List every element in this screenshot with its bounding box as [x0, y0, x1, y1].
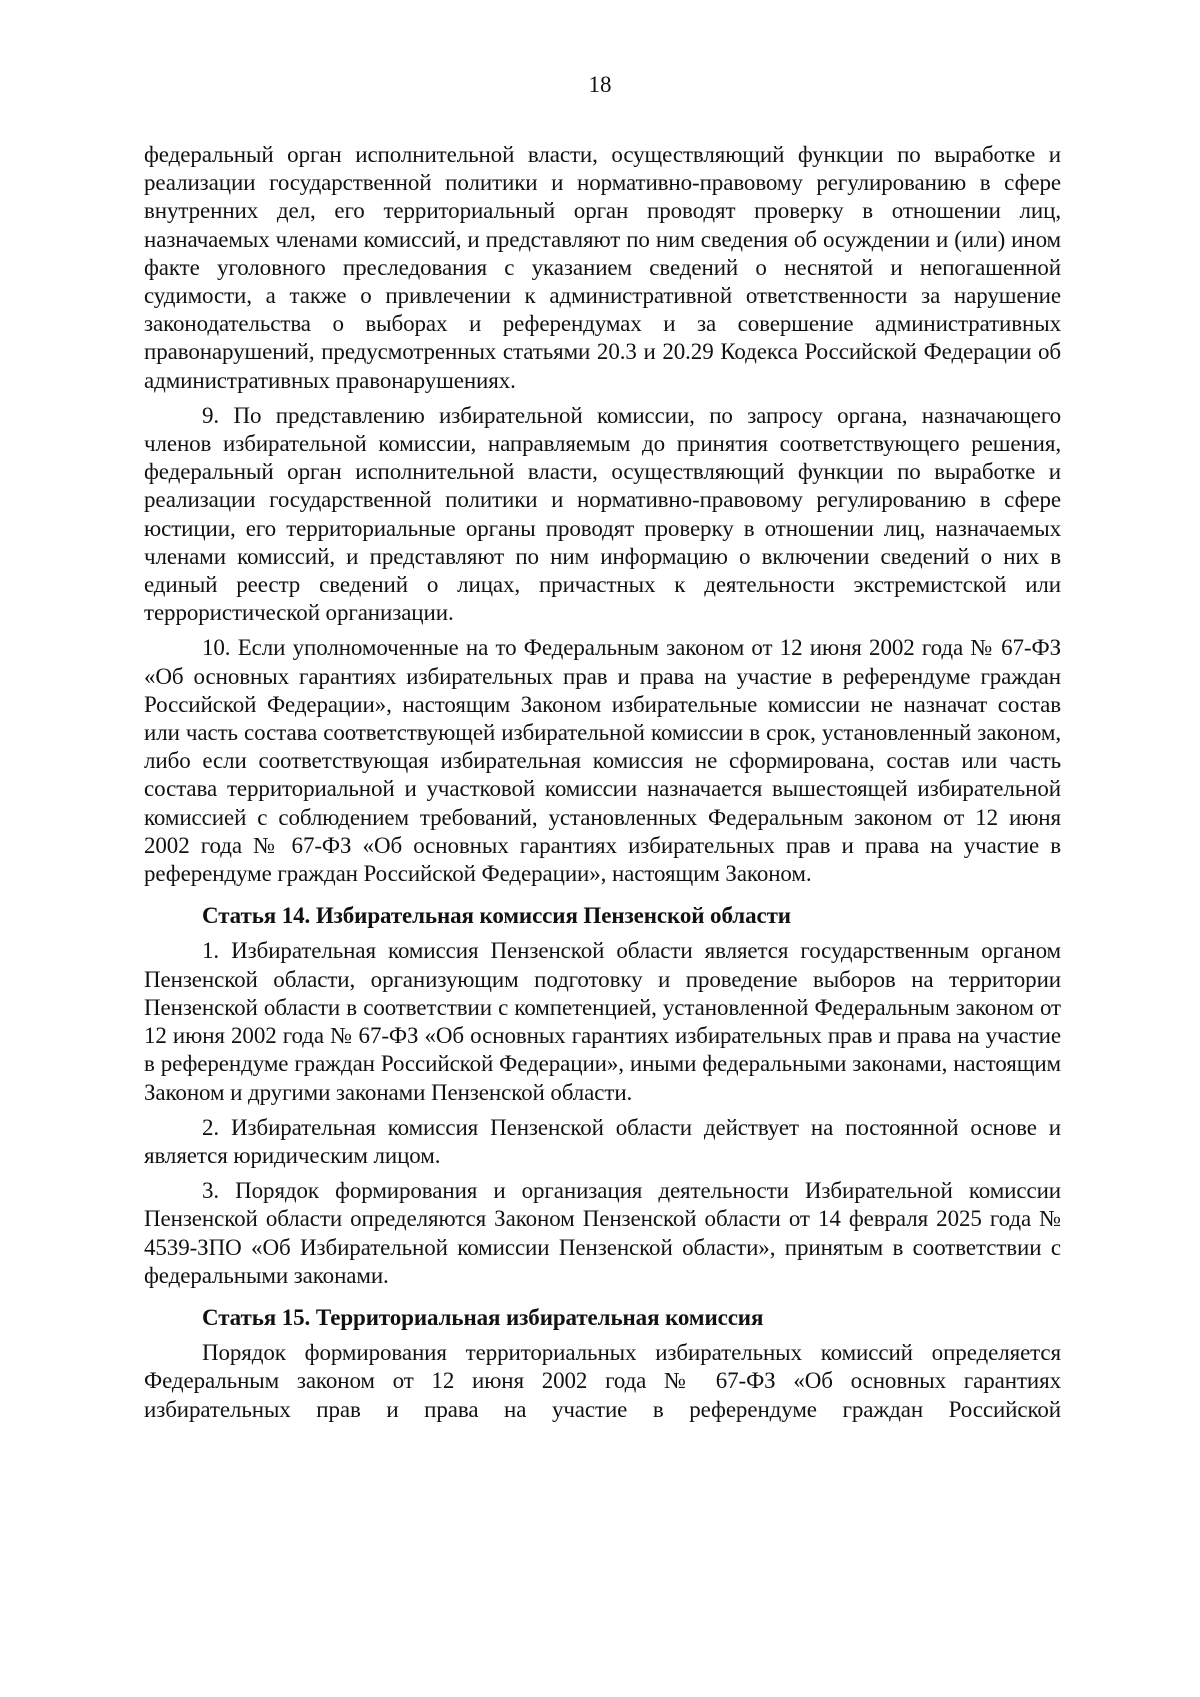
- item-9-paragraph: 9. По представлению избирательной комиссии, по запросу органа, назначающего членов избирательной комиссии, направляемым до принятия соответствующего решения, федеральный орган исполнительной власти, осуществляющий функции по выработке и реализации государственной политики и нормативно-правовому регулированию в сфере юстиции, его территориальные органы проводят проверку в отношении лиц, назначаемых членами комиссий, и представляют по ним информацию о включении сведений о них в единый реестр сведений о лицах, причастных к деятельности экстремистской или террористической организации.: [144, 402, 1061, 626]
- article-14-heading: Статья 14. Избирательная комиссия Пензенской области: [202, 903, 791, 929]
- article-15-paragraph-1: Порядок формирования территориальных избирательных комиссий определяется Федеральным законом от 12 июня 2002 года № 67-ФЗ «Об основных гарантиях избирательных прав и права на участие в референдуме граждан Российской: [144, 1340, 1061, 1422]
- item-10-paragraph: 10. Если уполномоченные на то Федеральным законом от 12 июня 2002 года № 67-ФЗ «Об основных гарантиях избирательных прав и права на участие в референдуме граждан Российской Федерации», настоящим Законом избирательные комиссии не назначат состав или часть состава соответствующей избирательной комиссии в срок, установленный законом, либо если соответствующая избирательная комиссия не сформирована, состав или часть состава территориальной и участковой комиссии назначается вышестоящей избирательной комиссией с соблюдением требований, установленных Федеральным законом от 12 июня 2002 года № 67-ФЗ «Об основных гарантиях избирательных прав и права на участие в референдуме граждан Российской Федерации», настоящим Законом.: [144, 635, 1061, 887]
- page-number: 18: [588, 72, 612, 97]
- article-14-paragraph-3: 3. Порядок формирования и организация деятельности Избирательной комиссии Пензенской области определяются Законом Пензенской области от 14 февраля 2025 года № 4539-ЗПО «Об Избирательной комиссии Пензенской области», принятым в соответствии с федеральными законами.: [144, 1178, 1061, 1288]
- page-body: [144, 141, 1061, 1424]
- article-14-paragraph-2: 2. Избирательная комиссия Пензенской области действует на постоянной основе и является юридическим лицом.: [144, 1114, 1061, 1168]
- continued-paragraph: федеральный орган исполнительной власти, осуществляющий функции по выработке и реализации государственной политики и нормативно-правовому регулированию в сфере внутренних дел, его территориальный орган проводят проверку в отношении лиц, назначаемых членами комиссий, и представляют по ним сведения об осуждении и (или) ином факте уголовного преследования с указанием сведений о неснятой и непогашенной судимости, а также о привлечении к административной ответственности за нарушение законодательства о выборах и референдумах и за совершение административных правонарушений, предусмотренных статьями 20.3 и 20.29 Кодекса Российской Федерации об административных правонарушениях.: [144, 142, 1061, 393]
- article-14-paragraph-1: 1. Избирательная комиссия Пензенской области является государственным органом Пензенской области, организующим подготовку и проведение выборов на территории Пензенской области в соответствии с компетенцией, установленной Федеральным законом от 12 июня 2002 года № 67-ФЗ «Об основных гарантиях избирательных прав и права на участие в референдуме граждан Российской Федерации», иными федеральными законами, настоящим Законом и другими законами Пензенской области.: [144, 938, 1061, 1105]
- article-15-heading: Статья 15. Территориальная избирательная комиссия: [202, 1304, 764, 1330]
